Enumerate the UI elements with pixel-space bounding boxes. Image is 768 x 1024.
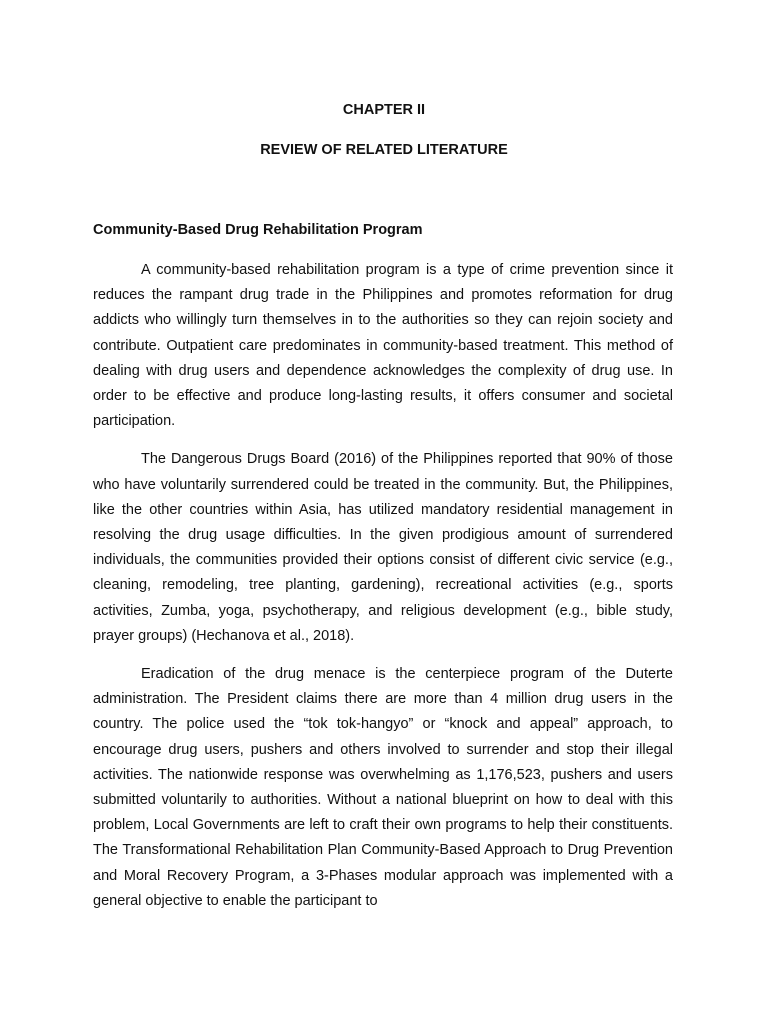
paragraph: The Dangerous Drugs Board (2016) of the Philippines reported that 90% of those who have voluntarily surrendered could be treated in the community. But, the Philippines, like the other countries within Asia, has utilized mandatory residential management in resolving the drug usage difficulties. In the given prodigious amount of surrendered individuals, the communities provided their options consist of different civic service (e.g., cleaning, remodeling, tree planting, gardening), recreational activities (e.g., sports activities, Zumba, yoga, psychotherapy, and religious development (e.g., bible study, prayer groups) (Hechanova et al., 2018). <box>93 451 673 644</box>
section-heading: Community-Based Drug Rehabilitation Program <box>93 222 423 238</box>
paragraph: Eradication of the drug menace is the centerpiece program of the Duterte administration. The President claims there are more than 4 million drug users in the country. The police used the “tok tok-hangyo” or “knock and appeal” approach, to encourage drug users, pushers and others involved to surrender and stop their illegal activities. The nationwide response was overwhelming as 1,176,523, pushers and users submitted voluntarily to authorities. Without a national blueprint on how to deal with this problem, Local Governments are left to craft their own programs to help their constituents. The Transformational Rehabilitation Plan Community-Based Approach to Drug Prevention and Moral Recovery Program, a 3-Phases modular approach was implemented with a general objective to enable the participant to <box>93 666 673 909</box>
chapter-title: REVIEW OF RELATED LITERATURE <box>260 142 508 158</box>
body-text <box>93 258 673 927</box>
paragraph: A community-based rehabilitation program is a type of crime prevention since it reduces the rampant drug trade in the Philippines and promotes reformation for drug addicts who willingly turn themselves in to the authorities so they can rejoin society and contribute. Outpatient care predominates in community-based treatment. This method of dealing with drug users and dependence acknowledges the complexity of drug use. In order to be effective and produce long-lasting results, it offers consumer and societal participation. <box>93 262 673 430</box>
chapter-label: CHAPTER II <box>342 102 426 118</box>
